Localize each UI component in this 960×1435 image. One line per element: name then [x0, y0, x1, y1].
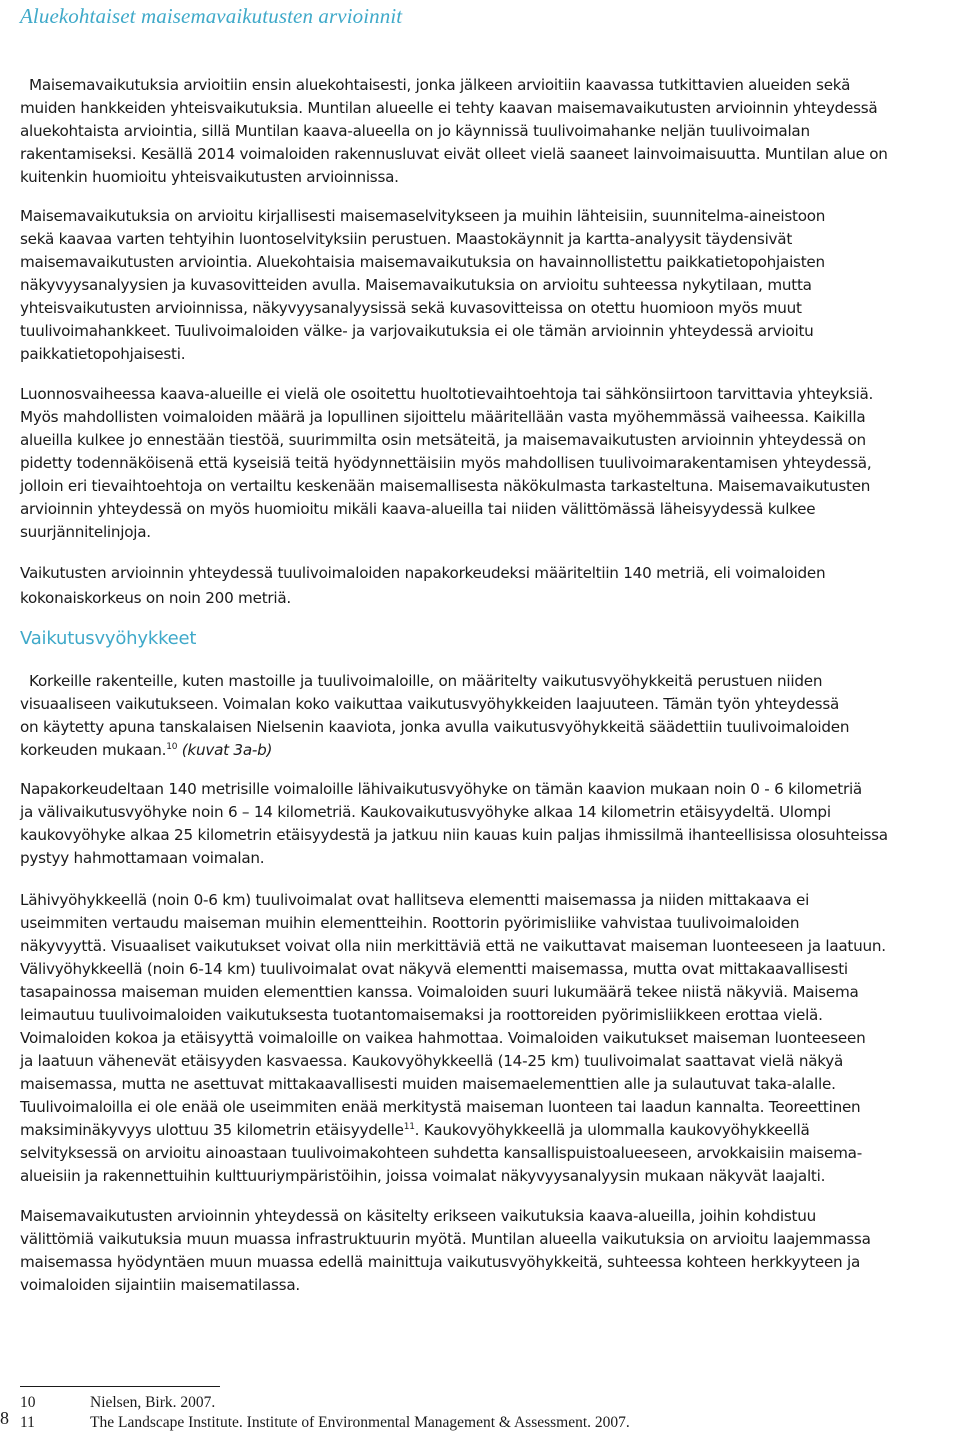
text-line: alueisiin ja rakennettuihin kulttuuriympäristöihin, joissa voimalat näkyvyysanalyysin mukaan näkyvät laajalti. [20, 1167, 826, 1185]
paragraph-hub-height [20, 562, 940, 612]
text-line: paikkatietopohjaisesti. [20, 345, 186, 363]
footnote-number: 11 [20, 1414, 35, 1431]
text-line: Napakorkeudeltaan 140 metrisille voimaloille lähivaikutusvyöhyke on tämän kaavion mukaan noin 0 - 6 kilometriä [20, 780, 862, 798]
paragraph-zones-intro [20, 670, 940, 762]
footnote-text: The Landscape Institute. Institute of Environmental Management & Assessment. 2007. [90, 1414, 630, 1431]
text-line: tasapainossa maiseman muiden elementtien kanssa. Voimaloiden suuri lukumäärä tekee niistä näkyviä. Maisema [20, 983, 859, 1001]
footnote-text: Nielsen, Birk. 2007. [90, 1394, 216, 1411]
text-line: yhteisvaikutusten arvioinnissa, näkyvyysanalyysissä sekä kuvasovitteissa on otettu huomioon myös muut [20, 299, 802, 317]
text-fragment: maksiminäkyvyys ulottuu 35 kilometrin etäisyydelle [20, 1121, 404, 1139]
text-fragment: . Kaukovyöhykkeellä ja ulommalla kaukovyöhykkeellä [414, 1121, 810, 1139]
section-heading: Vaikutusvyöhykkeet [20, 628, 197, 649]
text-line: kuitenkin huomioitu yhteisvaikutusten arvioinnissa. [20, 168, 399, 186]
text-line: useimmiten vertaudu maiseman muihin elementteihin. Roottorin pyörimisliike vahvistaa tuulivoimaloiden [20, 914, 800, 932]
text-line: alueilla kulkee jo ennestään tiestöä, suurimmilta osin metsäteitä, ja maisemavaikutusten arvioinnin yhteydessä on [20, 431, 866, 449]
text-line: jolloin eri tievaihtoehtoja on vertailtu keskenään maisemallisesta näkökulmasta tarkasteltuna. Maisemavaikutusten [20, 477, 871, 495]
text-line: leimautuu tuulivoimaloiden vaikutuksesta tuotantomaisemaksi ja roottoreiden pyörimisliikkeen erottaa vielä. [20, 1006, 823, 1024]
paragraph-methods [20, 205, 940, 366]
figure-reference: (kuvat 3a-b) [177, 741, 273, 759]
page-header-title: Aluekohtaiset maisemavaikutusten arvioinnit [20, 4, 403, 28]
text-line: suurjännitelinjoja. [20, 523, 151, 541]
text-line-with-reference [20, 1119, 940, 1142]
paragraph-draft-phase [20, 383, 940, 544]
text-line: kokonaiskorkeus on noin 200 metriä. [20, 589, 292, 607]
text-line: Korkeille rakenteille, kuten mastoille ja tuulivoimaloille, on määritelty vaikutusvyöhykkeitä perustuen niiden [29, 672, 823, 690]
text-line: arvioinnin yhteydessä on myös huomioitu mikäli kaava-alueilla tai niiden välittömässä läheisyydessä kulkee [20, 500, 816, 518]
paragraph-intro [20, 74, 940, 189]
text-line: Luonnosvaiheessa kaava-alueille ei vielä ole osoitettu huoltotievaihtoehtoja tai sähkönsiirtoon tarvittavia yhteyksiä. [20, 385, 874, 403]
text-line: näkyvyysanalyysien ja kuvasovitteiden avulla. Maisemavaikutuksia on arvioitu suhteessa nykytilaan, mutta [20, 276, 812, 294]
footnote-reference: 10 [166, 741, 178, 752]
text-line: rakentamiseksi. Kesällä 2014 voimaloiden rakennusluvat eivät olleet vielä saaneet lainvoimaisuutta. Muntilan alue on [20, 145, 888, 163]
paragraph-zone-descriptions [20, 889, 940, 1188]
text-line: välittömiä vaikutuksia muun muassa infrastruktuurin myötä. Muntilan alueella vaikutuksia on arvioitu laajemmassa [20, 1230, 871, 1248]
text-line: visuaaliseen vaikutukseen. Voimalan koko vaikuttaa vaikutusvyöhykkeiden laajuuteen. Tämän työn yhteydessä [20, 695, 840, 713]
text-line: Myös mahdollisten voimaloiden määrä ja lopullinen sijoittelu määritellään vasta myöhemmässä vaiheessa. Kaikilla [20, 408, 866, 426]
page-number: 8 [0, 1408, 9, 1428]
text-line: voimaloiden sijaintiin maisematilassa. [20, 1276, 300, 1294]
text-line: Maisemavaikutuksia arvioitiin ensin aluekohtaisesti, jonka jälkeen arvioitiin kaavassa tutkittavien alueiden sekä [29, 76, 851, 94]
text-line: maisemassa, mutta ne asettuvat mittakaavallisesti muiden maisemaelementtien alle ja sulautuvat taka-alalle. [20, 1075, 836, 1093]
text-line: aluekohtaista arviointia, sillä Muntilan kaava-alueella on jo käynnissä tuulivoimahanke neljän tuulivoimalan [20, 122, 810, 140]
text-line: Maisemavaikutuksia on arvioitu kirjallisesti maisemaselvitykseen ja muihin lähteisiin, suunnitelma-aineistoon [20, 207, 826, 225]
text-line: Tuulivoimaloilla ei ole enää ole useimmiten enää merkitystä maiseman luonteen tai laadun kannalta. Teoreettinen [20, 1098, 861, 1116]
text-line: Välivyöhykkeellä (noin 6-14 km) tuulivoimalat ovat näkyvä elementti maisemassa, mutta ovat mittakaavallisesti [20, 960, 848, 978]
text-line: ja laatuun vähenevät etäisyyden kasvaessa. Kaukovyöhykkeellä (14-25 km) tuulivoimalat saattavat vielä näkyä [20, 1052, 844, 1070]
footnote-divider [20, 1386, 220, 1387]
text-line: maisemassa hyödyntäen muun muassa edellä mainittuja vaikutusvyöhykkeitä, suhteessa kohteen herkkyyteen ja [20, 1253, 861, 1271]
text-line: näkyvyyttä. Visuaaliset vaikutukset voivat olla niin merkittäviä että ne vaikuttavat maiseman luonteeseen ja laatuun. [20, 937, 886, 955]
text-line-with-reference [20, 739, 940, 762]
footnote-item [20, 1413, 630, 1433]
text-line: Vaikutusten arvioinnin yhteydessä tuulivoimaloiden napakorkeudeksi määriteltiin 140 metriä, eli voimaloiden [20, 564, 826, 582]
footnote-reference: 11 [403, 1121, 415, 1132]
text-line: sekä kaavaa varten tehtyihin luontoselvityksiin perustuen. Maastokäynnit ja kartta-analyysit täydensivät [20, 230, 793, 248]
footnote-item [20, 1393, 215, 1413]
text-line: tuulivoimahankkeet. Tuulivoimaloiden välke- ja varjovaikutuksia ei ole tämän arvioinnin yhteydessä arvioitu [20, 322, 814, 340]
text-line: selvityksessä on arvioitu ainoastaan tuulivoimakohteen suhdetta kansallispuistoalueeseen, arvokkaisiin maisema- [20, 1144, 862, 1162]
text-line: Voimaloiden kokoa ja etäisyyttä voimaloille on vaikea hahmottaa. Voimaloiden vaikutukset maiseman luonteeseen [20, 1029, 866, 1047]
text-line: muiden hankkeiden yhteisvaikutuksia. Muntilan alueelle ei tehty kaavan maisemavaikutusten arvioinnin yhteydessä [20, 99, 878, 117]
text-fragment: korkeuden mukaan. [20, 741, 167, 759]
text-line: kaukovyöhyke alkaa 25 kilometrin etäisyydestä ja jatkuu niin kauas kuin paljas ihmissilmä ihanteellisissa olosuhteissa [20, 826, 888, 844]
text-line: ja välivaikutusvyöhyke noin 6 – 14 kilometriä. Kaukovaikutusvyöhyke alkaa 14 kilometrin etäisyydeltä. Ulompi [20, 803, 831, 821]
text-line: maisemavaikutusten arviointia. Aluekohtaisia maisemavaikutuksia on havainnollistettu paikkatietopohjaisten [20, 253, 825, 271]
text-line: Lähivyöhykkeellä (noin 0-6 km) tuulivoimalat ovat hallitseva elementti maisemassa ja niiden mittakaava ei [20, 891, 810, 909]
paragraph-zone-distances [20, 778, 940, 870]
text-line: Maisemavaikutusten arvioinnin yhteydessä on käsitelty erikseen vaikutuksia kaava-alueilla, joihin kohdistuu [20, 1207, 816, 1225]
text-line: on käytetty apuna tanskalaisen Nielsenin kaaviota, jonka avulla vaikutusvyöhykkeitä säädettiin tuulivoimaloiden [20, 718, 850, 736]
paragraph-site-effects [20, 1205, 940, 1297]
text-line: pystyy hahmottamaan voimalan. [20, 849, 265, 867]
footnote-number: 10 [20, 1394, 36, 1411]
text-line: pidetty todennäköisenä että kyseisiä teitä hyödynnettäisiin myös mahdollisen tuulivoimarakentamisen yhteydessä, [20, 454, 872, 472]
